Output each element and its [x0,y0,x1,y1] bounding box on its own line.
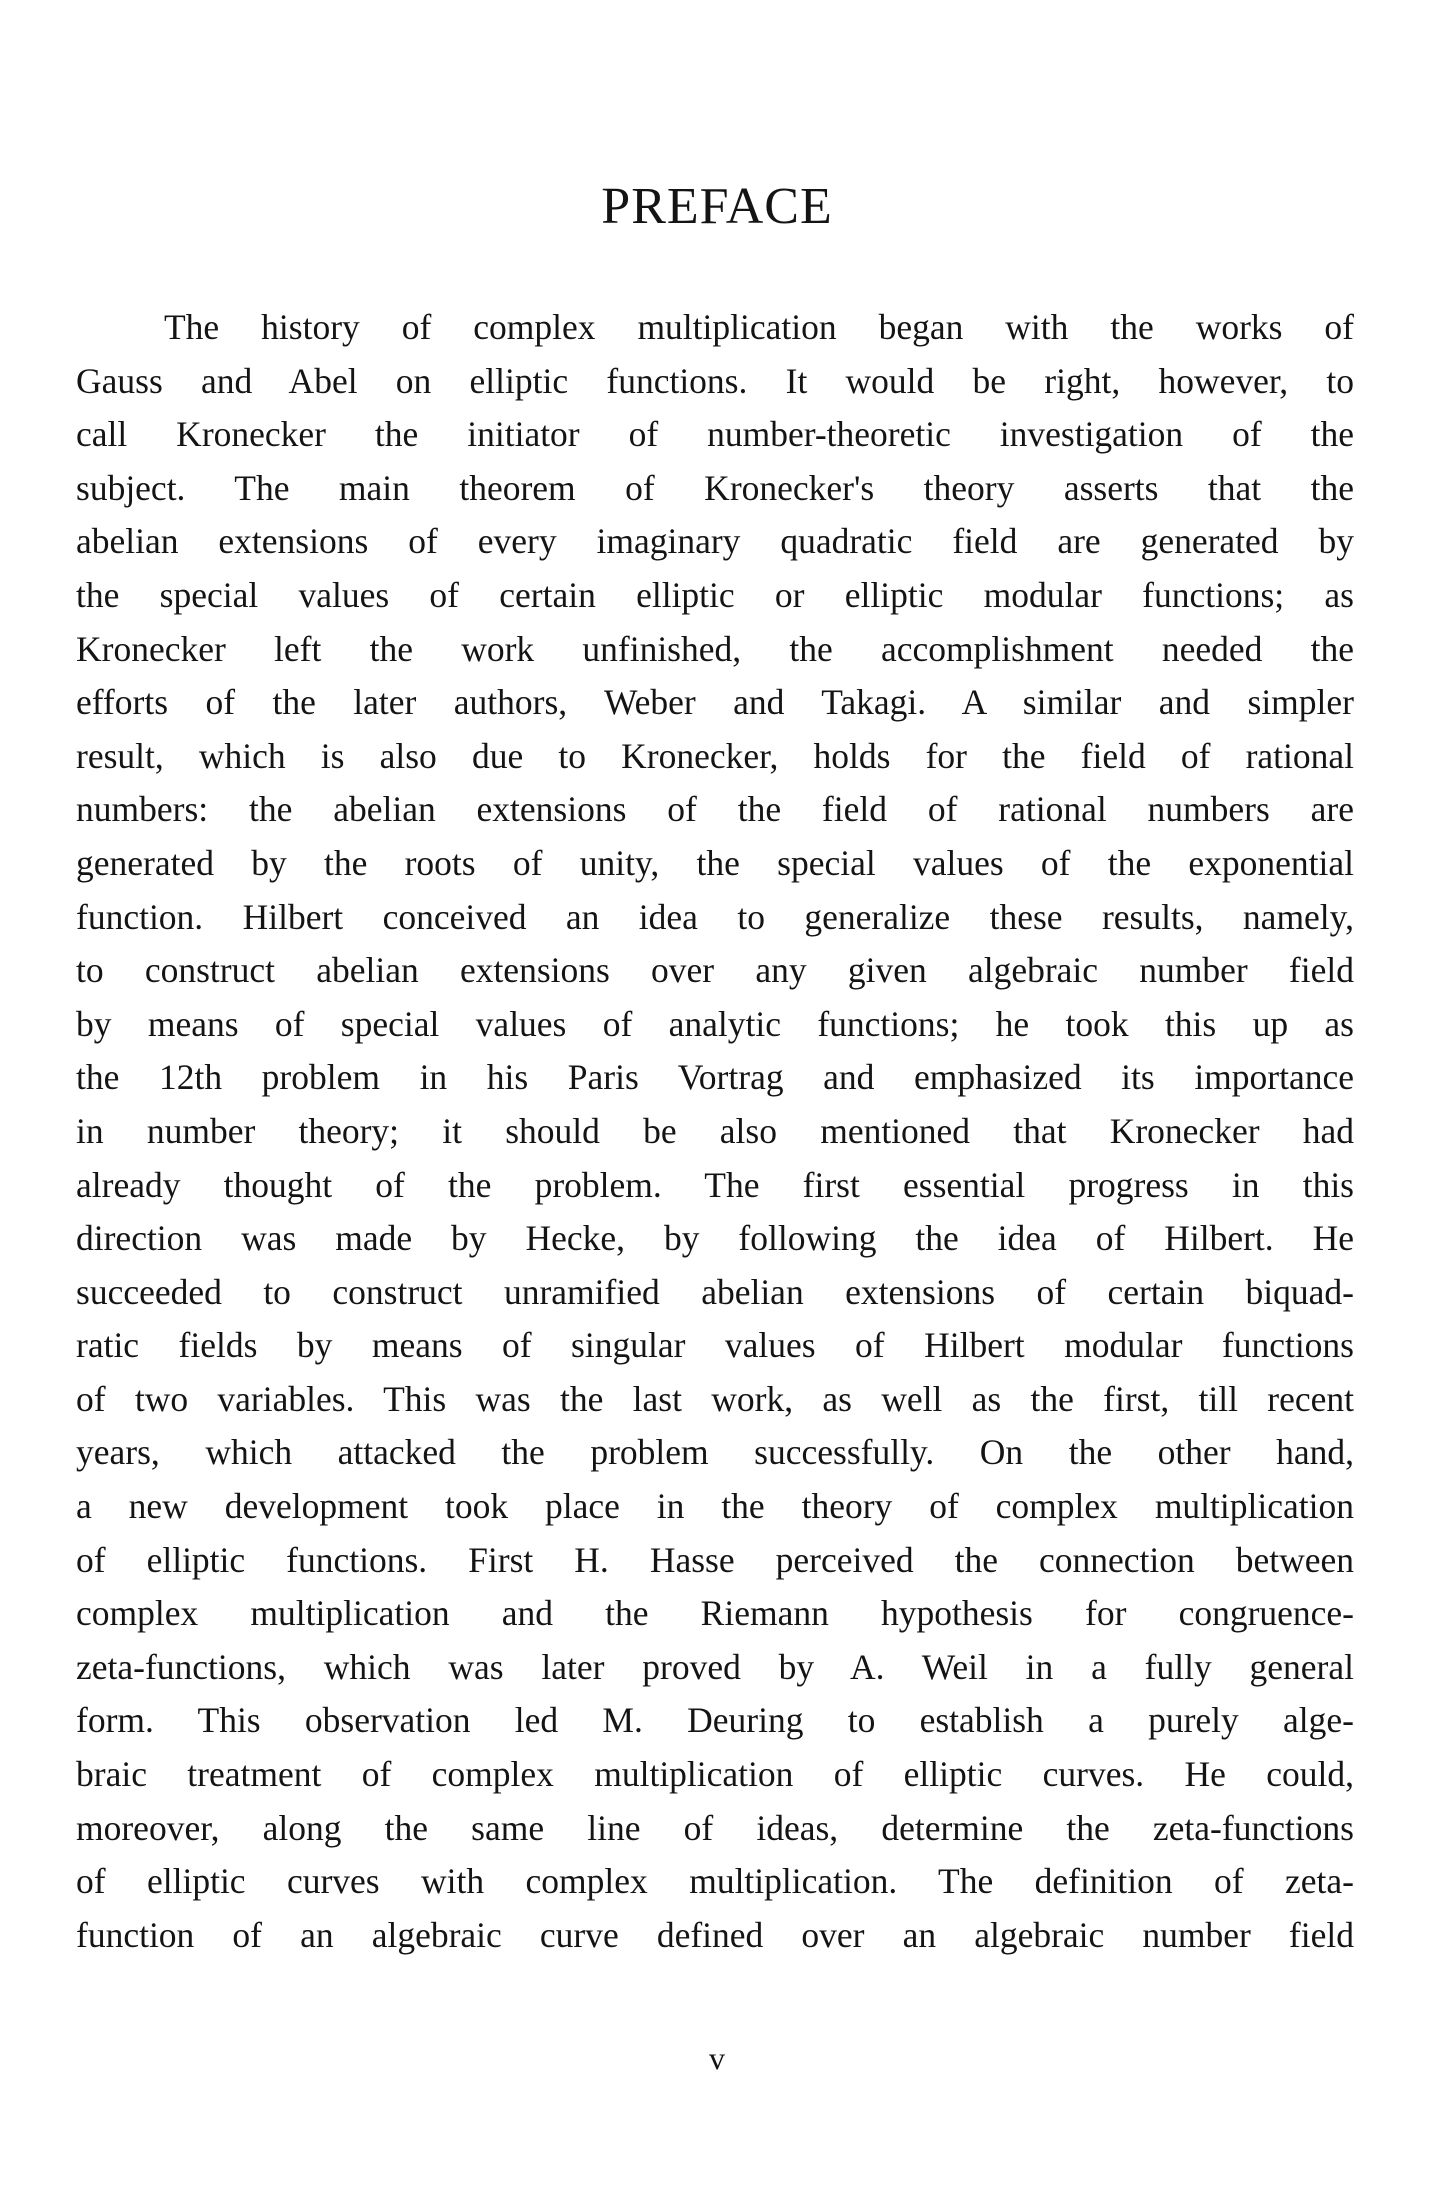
text-line: years, which attacked the problem successfully. On the other hand, [76,1432,1354,1473]
text-line: to construct abelian extensions over any given algebraic number field [76,950,1354,991]
text-line: form. This observation led M. Deuring to establish a purely alge- [76,1700,1354,1741]
text-line: function of an algebraic curve defined over an algebraic number field [76,1914,1354,1955]
text-line: braic treatment of complex multiplication of elliptic curves. He could, [76,1754,1354,1795]
text-line: efforts of the later authors, Weber and Takagi. A similar and simpler [76,682,1354,723]
text-line: result, which is also due to Kronecker, holds for the field of rational [76,735,1354,776]
text-line: of elliptic curves with complex multiplication. The definition of zeta- [76,1861,1354,1902]
text-line: moreover, along the same line of ideas, determine the zeta-functions [76,1807,1354,1848]
text-line: direction was made by Hecke, by following the idea of Hilbert. He [76,1218,1354,1259]
text-line: Kronecker left the work unfinished, the accomplishment needed the [76,628,1354,669]
text-line: generated by the roots of unity, the special values of the exponential [76,842,1354,883]
text-line: already thought of the problem. The first essential progress in this [76,1164,1354,1205]
text-line: the 12th problem in his Paris Vortrag and emphasized its importance [76,1057,1354,1098]
text-line: zeta-functions, which was later proved by A. Weil in a fully general [76,1646,1354,1687]
text-line: Gauss and Abel on elliptic functions. It would be right, however, to [76,360,1354,401]
page-number: v [709,2040,725,2076]
text-line: abelian extensions of every imaginary quadratic field are generated by [76,521,1354,562]
text-line: function. Hilbert conceived an idea to generalize these results, namely, [76,896,1354,937]
text-line: by means of special values of analytic functions; he took this up as [76,1003,1354,1044]
text-line: complex multiplication and the Riemann hypothesis for congruence- [76,1593,1354,1634]
text-line: the special values of certain elliptic or elliptic modular functions; as [76,574,1354,615]
text-line: of elliptic functions. First H. Hasse perceived the connection between [76,1539,1354,1580]
text-line: succeeded to construct unramified abelian extensions of certain biquad- [76,1271,1354,1312]
text-line: ratic fields by means of singular values of Hilbert modular functions [76,1325,1354,1366]
text-line: of two variables. This was the last work, as well as the first, till recent [76,1378,1354,1419]
text-line: numbers: the abelian extensions of the field of rational numbers are [76,789,1354,830]
preface-paragraph [76,301,1354,1962]
text-line: The history of complex multiplication began with the works of [164,307,1354,347]
page-title: PREFACE [601,178,833,235]
text-line: a new development took place in the theory of complex multiplication [76,1486,1354,1527]
text-line: in number theory; it should be also mentioned that Kronecker had [76,1110,1354,1151]
text-line: call Kronecker the initiator of number-theoretic investigation of the [76,414,1354,455]
text-line: subject. The main theorem of Kronecker's theory asserts that the [76,467,1354,508]
